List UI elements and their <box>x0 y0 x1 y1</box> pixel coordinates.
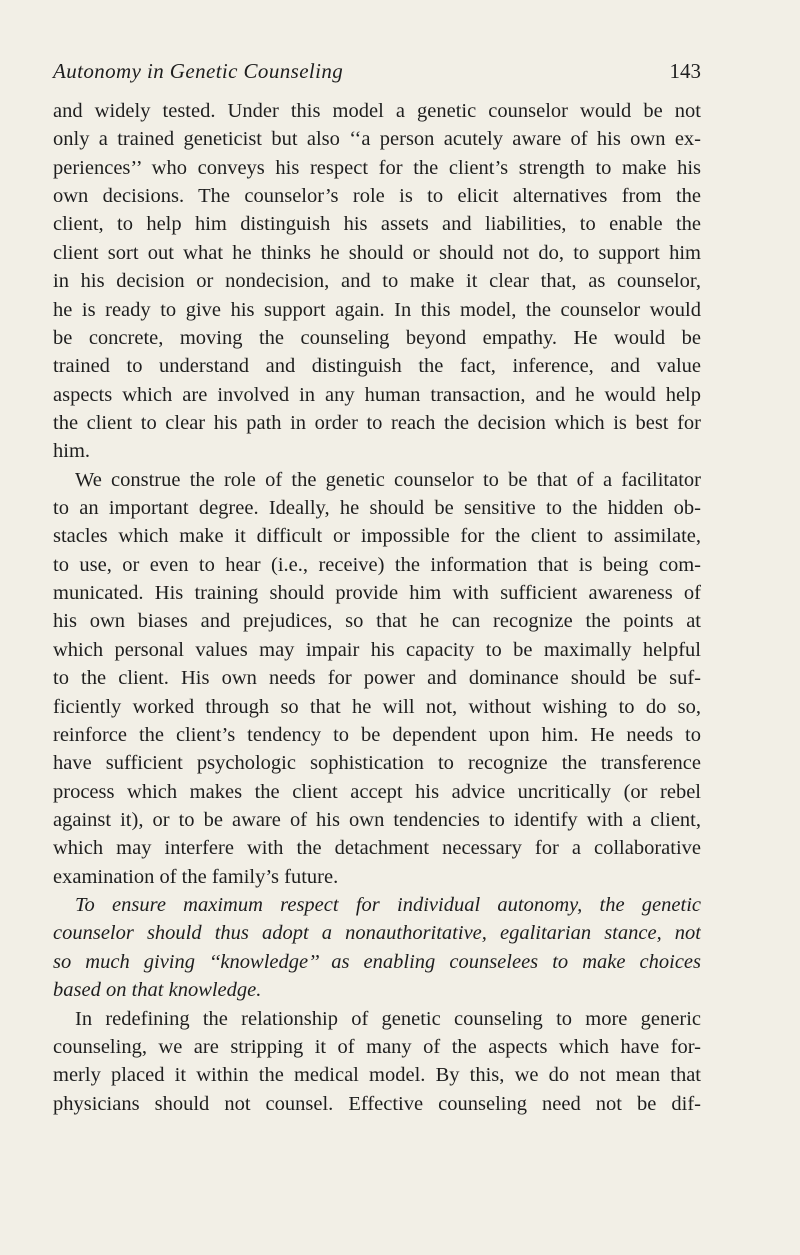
text-line: examination of the family’s future. <box>53 865 339 888</box>
text-line: have sufficient psychologic sophistication to recognize the transference <box>53 752 701 775</box>
page-number: 143 <box>669 59 701 83</box>
text-line: which personal values may impair his capacity to be maximally helpful <box>53 638 701 661</box>
text-line: periences’’ who conveys his respect for the client’s strength to make his <box>53 156 701 179</box>
text-line: client, to help him distinguish his assets and liabilities, to enable the <box>53 213 701 236</box>
body-text <box>53 97 701 1118</box>
text-line: municated. His training should provide him with sufficient awareness of <box>53 582 701 605</box>
text-line: to use, or even to hear (i.e., receive) the information that is being com- <box>53 553 701 576</box>
text-line: stacles which make it difficult or impossible for the client to assimilate, <box>53 525 701 548</box>
text-line: In redefining the relationship of genetic counseling to more generic <box>75 1007 701 1030</box>
text-line: in his decision or nondecision, and to make it clear that, as counselor, <box>53 270 701 293</box>
text-line: own decisions. The counselor’s role is to elicit alternatives from the <box>53 185 701 208</box>
text-line: We construe the role of the genetic counselor to be that of a facilitator <box>75 468 701 491</box>
text-line: counselor should thus adopt a nonauthoritative, egalitarian stance, not <box>53 922 701 945</box>
text-line: his own biases and prejudices, so that he can recognize the points at <box>53 610 701 633</box>
text-line: aspects which are involved in any human transaction, and he would help <box>53 383 701 406</box>
paragraph-1 <box>53 97 701 466</box>
text-line: so much giving ‘‘knowledge’’ as enabling counselees to make choices <box>53 950 701 973</box>
text-line: physicians should not counsel. Effective counseling need not be dif- <box>53 1092 701 1115</box>
text-line: client sort out what he thinks he should or should not do, to support him <box>53 241 701 264</box>
text-line: counseling, we are stripping it of many of the aspects which have for- <box>53 1035 701 1058</box>
text-line: trained to understand and distinguish the fact, inference, and value <box>53 355 701 378</box>
text-line: ficiently worked through so that he will not, without wishing to do so, <box>53 695 701 718</box>
text-line: against it), or to be aware of his own tendencies to identify with a client, <box>53 808 701 831</box>
paragraph-4 <box>53 1005 701 1118</box>
text-line: him. <box>53 440 91 463</box>
text-line: to the client. His own needs for power and dominance should be suf- <box>53 667 701 690</box>
text-line: only a trained geneticist but also ‘‘a person acutely aware of his own ex- <box>53 128 701 151</box>
text-line: which may interfere with the detachment necessary for a collaborative <box>53 837 701 860</box>
text-line: process which makes the client accept his advice uncritically (or rebel <box>53 780 701 803</box>
text-line: be concrete, moving the counseling beyond empathy. He would be <box>53 326 701 349</box>
text-line: merly placed it within the medical model. By this, we do not mean that <box>53 1064 701 1087</box>
text-line: reinforce the client’s tendency to be dependent upon him. He needs to <box>53 723 701 746</box>
running-head <box>53 56 701 86</box>
text-line: based on that knowledge. <box>53 979 262 1002</box>
paragraph-3-italic <box>53 891 701 1004</box>
text-line: to an important degree. Ideally, he should be sensitive to the hidden ob- <box>53 497 701 520</box>
text-line: To ensure maximum respect for individual autonomy, the genetic <box>75 894 701 917</box>
text-line: he is ready to give his support again. In this model, the counselor would <box>53 298 701 321</box>
text-line: and widely tested. Under this model a genetic counselor would be not <box>53 100 701 122</box>
running-title: Autonomy in Genetic Counseling <box>53 59 344 83</box>
paragraph-2 <box>53 466 701 891</box>
text-line: the client to clear his path in order to reach the decision which is best for <box>53 411 701 434</box>
